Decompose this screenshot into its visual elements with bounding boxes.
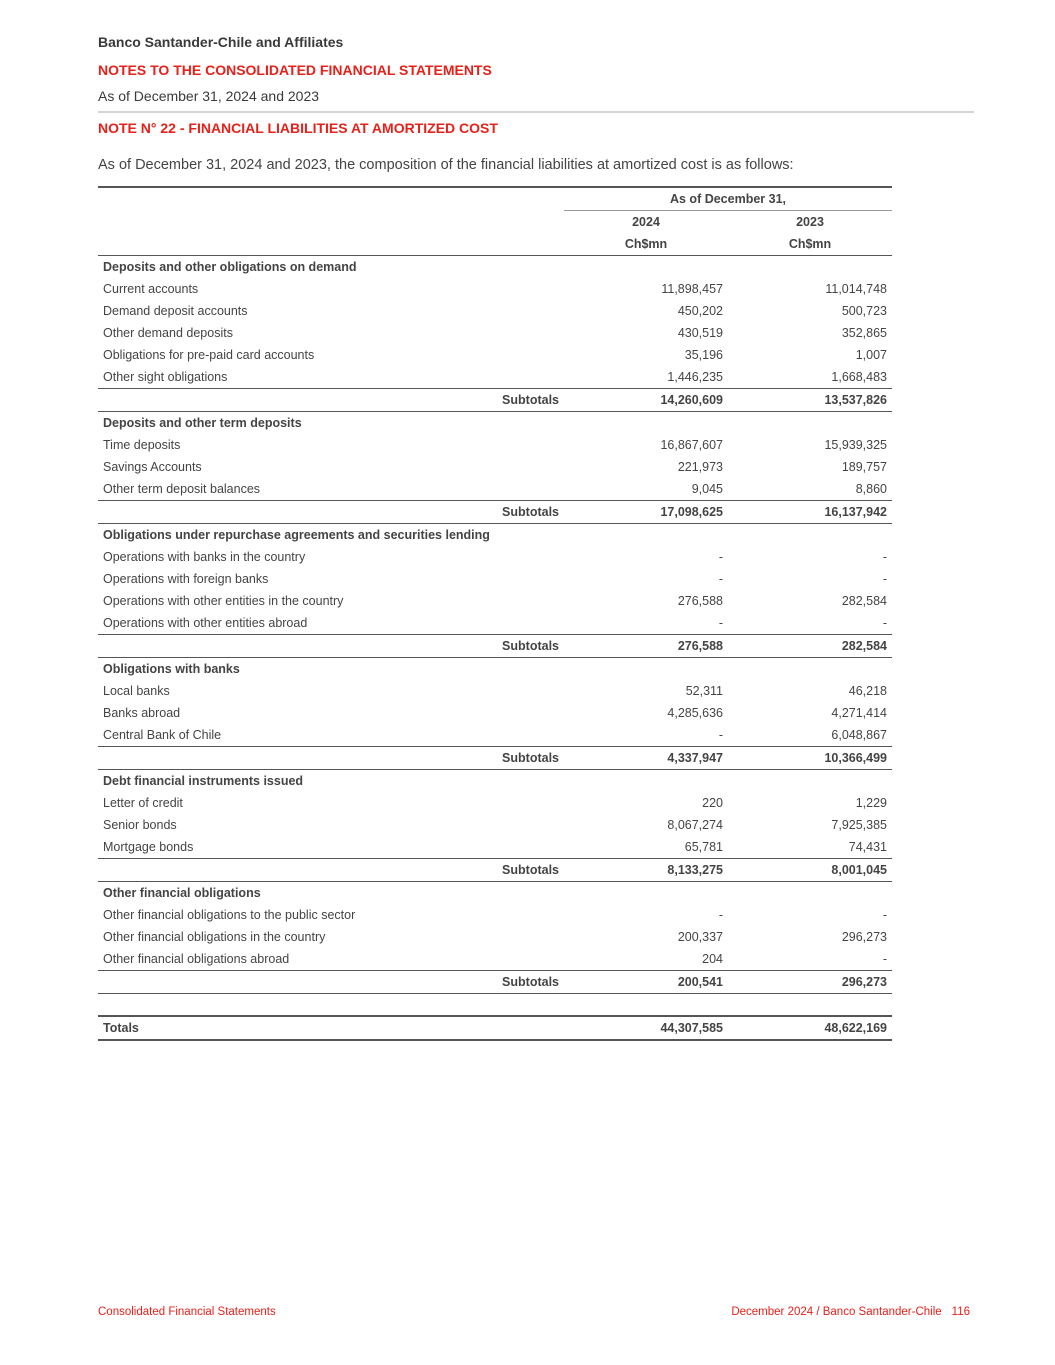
value-2023: 6,048,867 xyxy=(831,728,887,742)
value-2024: 52,311 xyxy=(685,684,723,698)
subtotal-row xyxy=(98,501,892,524)
empty-cell xyxy=(728,256,892,279)
row-label: Other sight obligations xyxy=(103,370,228,384)
table-row xyxy=(98,926,892,948)
value-2024: 9,045 xyxy=(691,482,723,496)
section-header-row xyxy=(98,524,892,547)
value-2024: 1,446,235 xyxy=(667,370,723,384)
value-2024: 8,067,274 xyxy=(667,818,723,832)
table-row xyxy=(98,792,892,814)
row-label: Letter of credit xyxy=(103,796,183,810)
value-2024: 35,196 xyxy=(684,348,723,362)
subtotal-row xyxy=(98,635,892,658)
page-number: 116 xyxy=(951,1306,970,1318)
table-row xyxy=(98,456,892,478)
subtotal-label: Subtotals xyxy=(98,859,564,882)
value-2023: 1,668,483 xyxy=(831,370,887,384)
section-header-row xyxy=(98,256,892,279)
value-2024: - xyxy=(718,550,723,564)
value-2023: 15,939,325 xyxy=(824,438,887,452)
value-2024: 4,285,636 xyxy=(667,706,723,720)
empty-cell xyxy=(564,412,728,435)
table-row xyxy=(98,702,892,724)
value-2023: 74,431 xyxy=(848,840,887,854)
table-row xyxy=(98,344,892,366)
value-2023: 296,273 xyxy=(841,930,887,944)
value-2023: 8,860 xyxy=(855,482,887,496)
value-2023: 11,014,748 xyxy=(825,282,887,296)
row-label: Other demand deposits xyxy=(103,326,233,340)
value-2023: - xyxy=(882,550,887,564)
unit-2023-header: Ch$mn xyxy=(728,233,892,256)
empty-cell xyxy=(728,524,892,547)
table-row xyxy=(98,300,892,322)
value-2024: 450,202 xyxy=(677,304,723,318)
empty-cell xyxy=(564,524,728,547)
value-2024: 430,519 xyxy=(677,326,723,340)
value-2024: 221,973 xyxy=(677,460,723,474)
subtotal-label: Subtotals xyxy=(98,389,564,412)
section-header-row xyxy=(98,658,892,681)
row-label: Other financial obligations abroad xyxy=(103,952,290,966)
spacer-row xyxy=(98,994,892,1017)
empty-cell xyxy=(728,412,892,435)
table-row xyxy=(98,836,892,859)
value-2023: 4,271,414 xyxy=(831,706,887,720)
header-divider xyxy=(98,111,974,113)
table-row xyxy=(98,680,892,702)
section-header-row xyxy=(98,770,892,793)
row-label: Other financial obligations to the public sector xyxy=(103,908,356,922)
empty-cell xyxy=(564,770,728,793)
table-row xyxy=(98,814,892,836)
section-header-row xyxy=(98,882,892,905)
company-name: Banco Santander-Chile and Affiliates xyxy=(98,34,344,50)
row-label: Operations with banks in the country xyxy=(103,550,306,564)
footer-left: Consolidated Financial Statements xyxy=(98,1306,276,1318)
value-2023: 7,925,385 xyxy=(831,818,887,832)
section-title: Other financial obligations xyxy=(103,886,261,900)
row-label: Banks abroad xyxy=(103,706,181,720)
subtotal-2023: 282,584 xyxy=(728,635,892,658)
value-2024: 200,337 xyxy=(677,930,723,944)
year-2024-header: 2024 xyxy=(632,215,660,229)
empty-cell xyxy=(564,256,728,279)
subtotal-label: Subtotals xyxy=(98,501,564,524)
table-row xyxy=(98,568,892,590)
value-2024: - xyxy=(718,728,723,742)
row-label: Operations with foreign banks xyxy=(103,572,269,586)
note-title: NOTE N° 22 - FINANCIAL LIABILITIES AT AMORTIZED COST xyxy=(98,120,498,136)
year-2023-header: 2023 xyxy=(796,215,824,229)
empty-cell xyxy=(728,994,892,1017)
row-label: Current accounts xyxy=(103,282,199,296)
notes-title: NOTES TO THE CONSOLIDATED FINANCIAL STATEMENTS xyxy=(98,62,492,78)
value-2023: 1,007 xyxy=(855,348,887,362)
subtotal-label: Subtotals xyxy=(98,747,564,770)
subtotal-2023: 13,537,826 xyxy=(728,389,892,412)
subtotal-2023: 10,366,499 xyxy=(728,747,892,770)
section-title: Obligations with banks xyxy=(103,662,240,676)
subtotal-2024: 14,260,609 xyxy=(564,389,728,412)
value-2024: 276,588 xyxy=(677,594,723,608)
subtotal-2023: 16,137,942 xyxy=(728,501,892,524)
subtotal-label: Subtotals xyxy=(98,635,564,658)
unit-2024-header: Ch$mn xyxy=(564,233,728,256)
value-2024: - xyxy=(718,908,723,922)
row-label: Operations with other entities in the country xyxy=(103,594,344,608)
section-title: Obligations under repurchase agreements and securities lending xyxy=(103,528,490,542)
value-2023: - xyxy=(882,616,887,630)
row-label: Mortgage bonds xyxy=(103,840,194,854)
subtotal-2023: 296,273 xyxy=(728,971,892,994)
footer-right xyxy=(731,1306,970,1318)
section-title: Debt financial instruments issued xyxy=(103,774,304,788)
as-of-header: As of December 31, xyxy=(564,188,892,211)
table-row xyxy=(98,434,892,456)
empty-cell xyxy=(728,770,892,793)
subtotal-2023: 8,001,045 xyxy=(728,859,892,882)
value-2024: 11,898,457 xyxy=(661,282,723,296)
subtotal-row xyxy=(98,389,892,412)
value-2024: 220 xyxy=(702,796,723,810)
totals-row xyxy=(98,1016,892,1040)
subtotal-row xyxy=(98,747,892,770)
total-2023: 48,622,169 xyxy=(728,1016,892,1040)
table-row xyxy=(98,366,892,389)
row-label: Other term deposit balances xyxy=(103,482,261,496)
value-2024: 16,867,607 xyxy=(660,438,723,452)
row-label: Local banks xyxy=(103,684,170,698)
empty-cell xyxy=(564,658,728,681)
date-line: As of December 31, 2024 and 2023 xyxy=(98,88,320,104)
financial-liabilities-table xyxy=(98,186,892,1041)
value-2023: - xyxy=(882,908,887,922)
empty-cell xyxy=(564,882,728,905)
row-label: Central Bank of Chile xyxy=(103,728,222,742)
section-title: Deposits and other obligations on demand xyxy=(103,260,357,274)
row-label: Savings Accounts xyxy=(103,460,202,474)
row-label: Time deposits xyxy=(103,438,181,452)
as-of-header-row xyxy=(98,188,892,211)
value-2023: 500,723 xyxy=(841,304,887,318)
empty-cell xyxy=(728,658,892,681)
section-title: Deposits and other term deposits xyxy=(103,416,302,430)
subtotal-row xyxy=(98,971,892,994)
value-2023: 282,584 xyxy=(841,594,887,608)
value-2024: 65,781 xyxy=(684,840,723,854)
value-2023: - xyxy=(882,572,887,586)
value-2023: 352,865 xyxy=(841,326,887,340)
footer-right-text: December 2024 / Banco Santander-Chile xyxy=(731,1306,942,1318)
row-label: Operations with other entities abroad xyxy=(103,616,308,630)
subtotal-2024: 8,133,275 xyxy=(564,859,728,882)
subtotal-2024: 4,337,947 xyxy=(564,747,728,770)
year-header-row xyxy=(98,211,892,234)
empty-cell xyxy=(728,882,892,905)
subtotal-label: Subtotals xyxy=(98,971,564,994)
table-row xyxy=(98,322,892,344)
unit-header-row xyxy=(98,233,892,256)
value-2024: - xyxy=(718,572,723,586)
subtotal-2024: 17,098,625 xyxy=(564,501,728,524)
row-label: Senior bonds xyxy=(103,818,177,832)
row-label: Other financial obligations in the country xyxy=(103,930,326,944)
table-row xyxy=(98,612,892,635)
table-row xyxy=(98,724,892,747)
table-row xyxy=(98,478,892,501)
empty-cell xyxy=(564,994,728,1017)
value-2024: 204 xyxy=(702,952,723,966)
empty-cell xyxy=(98,994,564,1017)
table-row xyxy=(98,278,892,300)
section-header-row xyxy=(98,412,892,435)
subtotal-2024: 276,588 xyxy=(564,635,728,658)
table-row xyxy=(98,590,892,612)
total-2024: 44,307,585 xyxy=(564,1016,728,1040)
row-label: Obligations for pre-paid card accounts xyxy=(103,348,315,362)
value-2023: - xyxy=(882,952,887,966)
row-label: Demand deposit accounts xyxy=(103,304,248,318)
value-2023: 46,218 xyxy=(848,684,887,698)
value-2024: - xyxy=(718,616,723,630)
subtotal-2024: 200,541 xyxy=(564,971,728,994)
note-intro: As of December 31, 2024 and 2023, the composition of the financial liabilities at amortized cost is as follows: xyxy=(98,157,794,173)
value-2023: 189,757 xyxy=(841,460,887,474)
table-row xyxy=(98,904,892,926)
table-row xyxy=(98,948,892,971)
table-row xyxy=(98,546,892,568)
subtotal-row xyxy=(98,859,892,882)
totals-label: Totals xyxy=(98,1016,564,1040)
value-2023: 1,229 xyxy=(855,796,887,810)
